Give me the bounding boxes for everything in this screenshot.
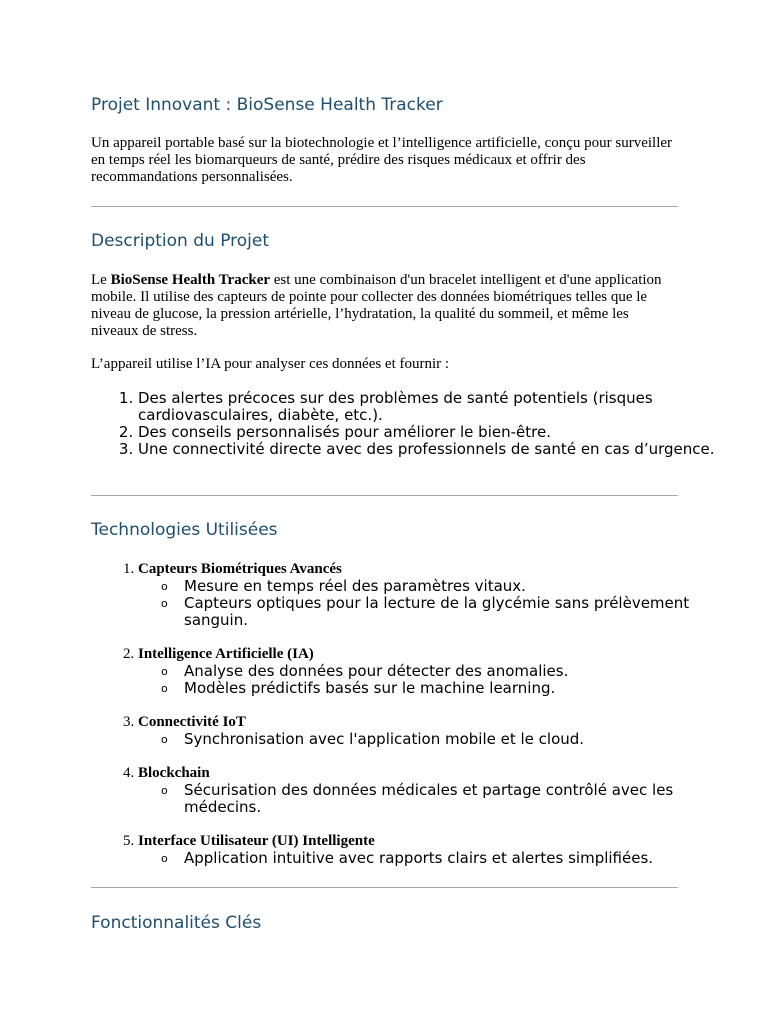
bullet-icon: o — [161, 682, 168, 695]
intro-paragraph: Un appareil portable basé sur la biotechnologie et l’intelligence artificielle, conçu pour surveiller en temps réel les biomarqueurs de santé, prédire des risques médicaux et offrir des recommandations personnalisées. — [91, 135, 673, 185]
bullet-icon: o — [161, 597, 168, 610]
technology-points — [138, 731, 725, 748]
point-text: Application intuitive avec rapports clairs et alertes simplifiées. — [184, 849, 654, 867]
list-item — [138, 731, 725, 748]
technology-item — [138, 714, 725, 748]
point-text: Mesure en temps réel des paramètres vitaux. — [184, 577, 526, 595]
technology-title: Intelligence Artificielle (IA) — [138, 646, 314, 662]
section-divider — [91, 495, 678, 496]
list-item: 3. Une connectivité directe avec des professionnels de santé en cas d’urgence. — [138, 441, 725, 458]
technology-points — [138, 578, 725, 629]
description-list — [91, 390, 725, 458]
bullet-icon: o — [161, 852, 168, 865]
bullet-icon: o — [161, 665, 168, 678]
technology-title: Connectivité IoT — [138, 714, 246, 730]
list-item: 1. Des alertes précoces sur des problèmes de santé potentiels (risques cardiovasculaires, diabète, etc.). — [138, 390, 725, 424]
technology-title: Blockchain — [138, 765, 210, 781]
point-text: Modèles prédictifs basés sur le machine learning. — [184, 679, 556, 697]
description-text: est une combinaison d'un bracelet intelligent et d'une application mobile. Il utilise des capteurs de pointe pour collecter des données biométriques telles que le niveau de glucose, la pression artérielle, l’hydratation, la qualité du sommeil, et même les niveaux de stress. — [91, 272, 662, 339]
technology-points — [138, 850, 725, 867]
description-prefix: Le — [91, 272, 111, 288]
technology-item — [138, 765, 725, 816]
product-name: BioSense Health Tracker — [110, 272, 271, 288]
point-text: Synchronisation avec l'application mobile et le cloud. — [184, 730, 585, 748]
description-lead-in: L’appareil utilise l’IA pour analyser ces données et fournir : — [91, 356, 450, 372]
list-item: 2. Des conseils personnalisés pour améliorer le bien-être. — [138, 424, 725, 441]
point-text: Capteurs optiques pour la lecture de la glycémie sans prélèvement sanguin. — [184, 594, 690, 629]
bullet-icon: o — [161, 733, 168, 746]
bullet-icon: o — [161, 784, 168, 797]
technology-item — [138, 833, 725, 867]
technology-title: Interface Utilisateur (UI) Intelligente — [138, 833, 375, 849]
technology-points — [138, 782, 725, 816]
list-item — [138, 782, 725, 816]
point-text: Analyse des données pour détecter des anomalies. — [184, 662, 569, 680]
section-heading-features: Fonctionnalités Clés — [91, 913, 262, 933]
list-item — [138, 680, 725, 697]
list-item — [138, 578, 725, 595]
section-divider — [91, 887, 678, 888]
technologies-list — [91, 561, 725, 884]
section-divider — [91, 206, 678, 207]
description-paragraph — [91, 272, 678, 340]
list-item — [138, 850, 725, 867]
list-item — [138, 595, 725, 629]
technology-item — [138, 561, 725, 629]
bullet-icon: o — [161, 580, 168, 593]
point-text: Sécurisation des données médicales et partage contrôlé avec les médecins. — [184, 781, 674, 816]
list-item — [138, 663, 725, 680]
technology-title: Capteurs Biométriques Avancés — [138, 561, 342, 577]
section-heading-technologies: Technologies Utilisées — [91, 520, 278, 540]
section-heading-description: Description du Projet — [91, 231, 270, 251]
technology-item — [138, 646, 725, 697]
technology-points — [138, 663, 725, 697]
page-title: Projet Innovant : BioSense Health Tracker — [91, 95, 443, 115]
